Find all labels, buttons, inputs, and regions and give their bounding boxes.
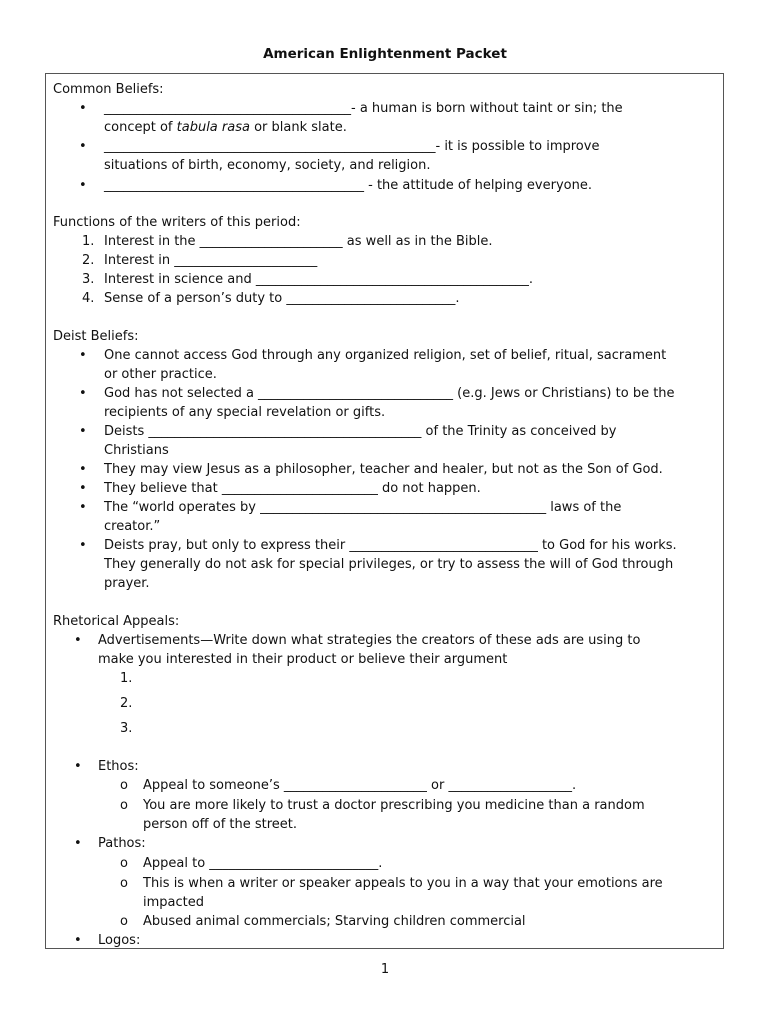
pathos-line: This is when a writer or speaker appeals to you in a way that your emotions are — [143, 876, 663, 891]
deist-line: Deists __________________________________________ of the Trinity as conceived by — [104, 424, 617, 439]
deist-line: Deists pray, but only to express their _____________________________ to God for his works. — [104, 538, 677, 553]
bullet: • — [79, 386, 87, 401]
sub-bullet: o — [120, 876, 128, 891]
deist-line: They may view Jesus as a philosopher, teacher and healer, but not as the Son of God. — [104, 462, 663, 477]
ethos-line: person off of the street. — [143, 817, 298, 832]
deist-line: or other practice. — [104, 367, 217, 382]
ethos-line: Appeal to someone’s ______________________ or ___________________. — [143, 778, 577, 793]
functions-item-4: Sense of a person’s duty to __________________________. — [104, 291, 460, 306]
common-belief-1: ______________________________________- a human is born without taint or sin; the — [104, 101, 623, 116]
common-belief-1-cont: concept of tabula rasa or blank slate. — [104, 120, 347, 135]
common-belief-2: ___________________________________________________- it is possible to improve — [104, 139, 600, 154]
bullet: • — [79, 101, 87, 116]
logos-heading: Logos: — [98, 933, 141, 948]
functions-item-2: Interest in ______________________ — [104, 253, 318, 268]
bullet: • — [79, 500, 87, 515]
ads-num-2: 2. — [120, 696, 133, 711]
ethos-heading: Ethos: — [98, 759, 139, 774]
sub-bullet: o — [120, 778, 128, 793]
bullet: • — [79, 348, 87, 363]
sub-bullet: o — [120, 914, 128, 929]
bullet: • — [79, 178, 87, 193]
pathos-line: Abused animal commercials; Starving children commercial — [143, 914, 526, 929]
common-beliefs-heading: Common Beliefs: — [53, 82, 164, 97]
pathos-line: Appeal to __________________________. — [143, 856, 383, 871]
pathos-heading: Pathos: — [98, 836, 146, 851]
functions-num-4: 4. — [82, 291, 95, 306]
deist-line: creator.” — [104, 519, 161, 534]
bullet: • — [74, 836, 82, 851]
bullet: • — [79, 538, 87, 553]
functions-item-3: Interest in science and __________________________________________. — [104, 272, 533, 287]
bullet: • — [79, 139, 87, 154]
document-title: American Enlightenment Packet — [263, 46, 507, 62]
ads-line: Advertisements—Write down what strategies the creators of these ads are using to — [98, 633, 641, 648]
tabula-rasa-term: tabula rasa — [176, 120, 250, 135]
deist-line: recipients of any special revelation or gifts. — [104, 405, 386, 420]
pathos-line: impacted — [143, 895, 204, 910]
sub-bullet: o — [120, 856, 128, 871]
bullet: • — [79, 462, 87, 477]
functions-item-1: Interest in the ______________________ as well as in the Bible. — [104, 234, 493, 249]
common-belief-2-cont: situations of birth, economy, society, and religion. — [104, 158, 431, 173]
deist-line: Christians — [104, 443, 169, 458]
deist-line: prayer. — [104, 576, 150, 591]
bullet: • — [74, 933, 82, 948]
deist-line: The “world operates by ____________________________________________ laws of the — [104, 500, 622, 515]
bullet: • — [74, 759, 82, 774]
deist-heading: Deist Beliefs: — [53, 329, 139, 344]
ethos-line: You are more likely to trust a doctor prescribing you medicine than a random — [143, 798, 645, 813]
ads-num-1: 1. — [120, 671, 133, 686]
functions-num-2: 2. — [82, 253, 95, 268]
functions-num-3: 3. — [82, 272, 95, 287]
bullet: • — [79, 424, 87, 439]
bullet: • — [74, 633, 82, 648]
functions-num-1: 1. — [82, 234, 95, 249]
sub-bullet: o — [120, 798, 128, 813]
page-number: 1 — [380, 962, 390, 977]
deist-line: God has not selected a ______________________________ (e.g. Jews or Christians) to be the — [104, 386, 675, 401]
deist-line: They generally do not ask for special privileges, or try to assess the will of God through — [104, 557, 674, 572]
deist-line: One cannot access God through any organized religion, set of belief, ritual, sacrament — [104, 348, 667, 363]
bullet: • — [79, 481, 87, 496]
ads-line: make you interested in their product or believe their argument — [98, 652, 508, 667]
deist-line: They believe that ________________________ do not happen. — [104, 481, 481, 496]
ads-num-3: 3. — [120, 721, 133, 736]
functions-heading: Functions of the writers of this period: — [53, 215, 301, 230]
common-belief-3: ________________________________________ - the attitude of helping everyone. — [104, 178, 592, 193]
rhetoric-heading: Rhetorical Appeals: — [53, 614, 180, 629]
